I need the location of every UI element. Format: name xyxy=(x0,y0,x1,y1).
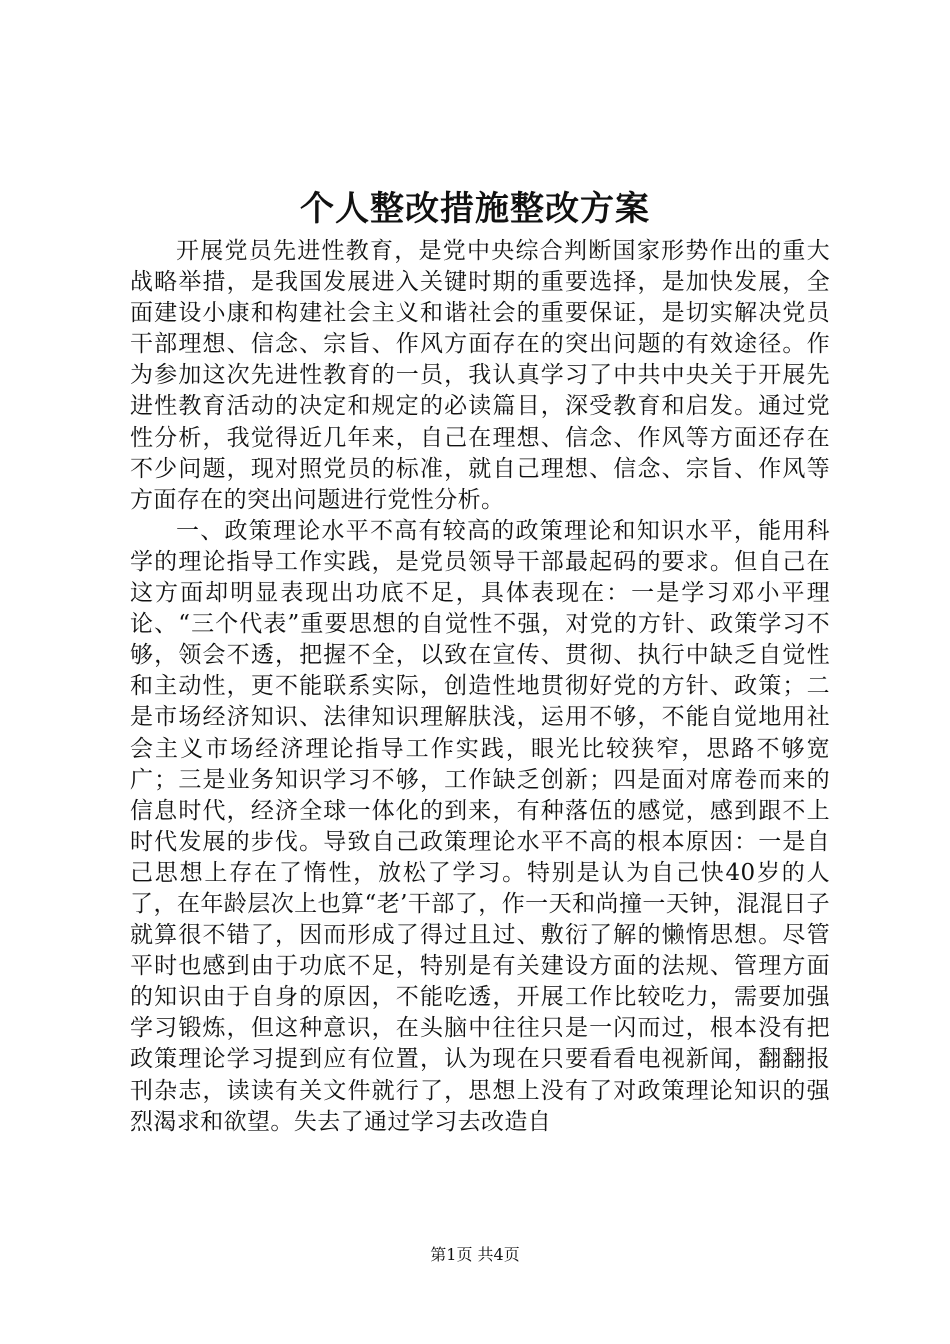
document-body xyxy=(130,236,830,1138)
paragraph-section-1: 一、政策理论水平不高有较高的政策理论和知识水平，能用科学的理论指导工作实践，是党员领导干部最起码的要求。但自己在这方面却明显表现出功底不足，具体表现在：一是学习邓小平理论、“三个代表”重要思想的自觉性不强，对党的方针、政策学习不够，领会不透，把握不全，以致在宣传、贯彻、执行中缺乏自觉性和主动性，更不能联系实际，创造性地贯彻好党的方针、政策；二是市场经济知识、法律知识理解肤浅，运用不够，不能自觉地用社会主义市场经济理论指导工作实践，眼光比较狭窄，思路不够宽广；三是业务知识学习不够，工作缺乏创新；四是面对席卷而来的信息时代，经济全球一体化的到来，有种落伍的感觉，感到跟不上时代发展的步伐。导致自己政策理论水平不高的根本原因：一是自己思想上存在了惰性，放松了学习。特别是认为自己快40岁的人了，在年龄层次上也算“老’干部了，作一天和尚撞一天钟，混混日子就算很不错了，因而形成了得过且过、敷衍了解的懒惰思想。尽管平时也感到由于功底不足，特别是有关建设方面的法规、管理方面的知识由于自身的原因，不能吃透，开展工作比较吃力，需要加强学习锻炼，但这种意识，在头脑中往往只是一闪而过，根本没有把政策理论学习提到应有位置，认为现在只要看看电视新闻，翻翻报刊杂志，读读有关文件就行了，思想上没有了对政策理论知识的强烈渴求和欲望。失去了通过学习去改造自 xyxy=(130,517,830,1135)
paragraph-intro: 开展党员先进性教育，是党中央综合判断国家形势作出的重大战略举措，是我国发展进入关键时期的重要选择，是加快发展，全面建设小康和构建社会主义和谐社会的重要保证，是切实解决党员干部理想、信念、宗旨、作风方面存在的突出问题的有效途径。作为参加这次先进性教育的一员，我认真学习了中共中央关于开展先进性教育活动的决定和规定的必读篇目，深受教育和启发。通过党性分析，我觉得近几年来，自己在理想、信念、作风等方面还存在不少问题，现对照党员的标准，就自己理想、信念、宗旨、作风等方面存在的突出问题进行党性分析。 xyxy=(130,238,830,513)
page-number-label: 第1页 共4页 xyxy=(430,1245,520,1264)
document-title: 个人整改措施整改方案 xyxy=(300,189,650,229)
page-footer xyxy=(0,1244,950,1266)
